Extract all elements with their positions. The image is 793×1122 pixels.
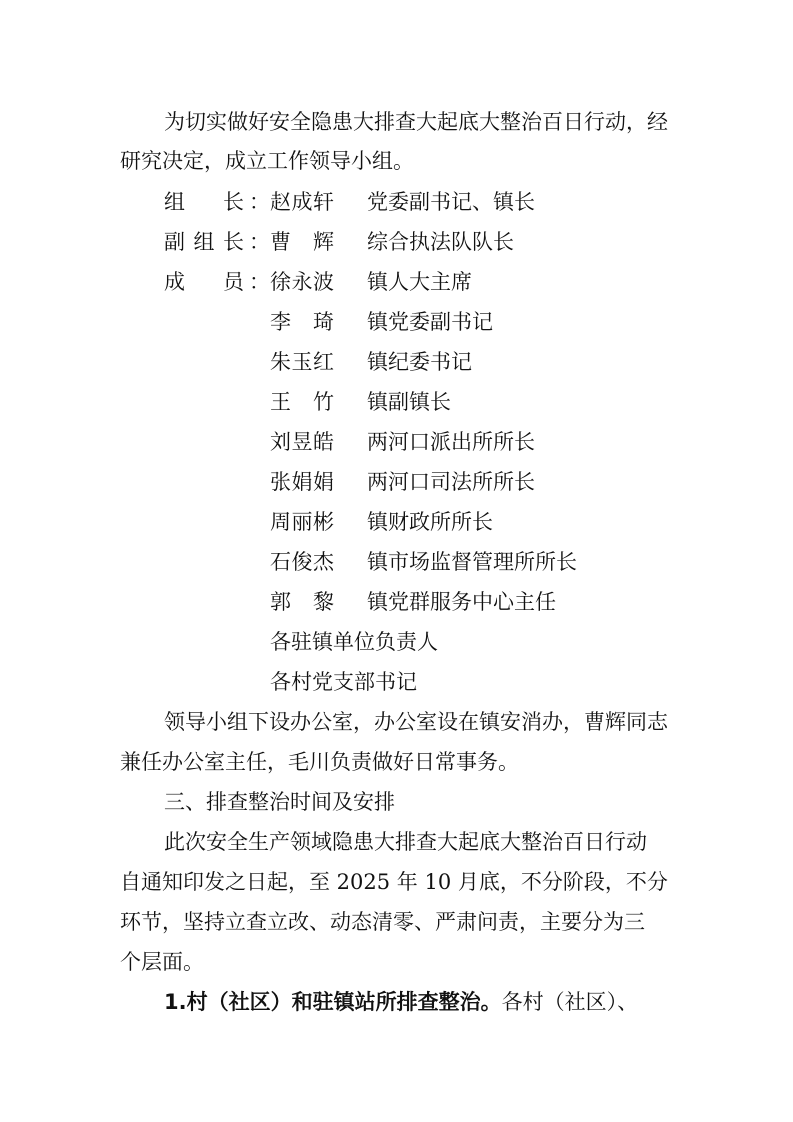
item-1-line — [0, 988, 793, 1016]
member-position: 镇市场监督管理所所长 — [367, 550, 577, 574]
member-position: 党委副书记、镇长 — [367, 190, 535, 214]
role-label: 组长 — [164, 190, 244, 214]
member-position: 镇党群服务中心主任 — [367, 590, 556, 614]
role-colon: ： — [249, 230, 270, 254]
member-name: 赵成轩 — [270, 190, 334, 214]
item-1-text: 各村（社区）、 — [501, 990, 639, 1014]
office-line-1: 领导小组下设办公室，办公室设在镇安消办，曹辉同志 — [164, 710, 668, 734]
section-para-line-4: 个层面。 — [120, 950, 204, 974]
member-group: 各驻镇单位负责人 — [270, 630, 438, 654]
member-group: 各村党支部书记 — [270, 670, 417, 694]
intro-line-1: 为切实做好安全隐患大排查大起底大整治百日行动，经 — [164, 110, 668, 134]
member-position: 镇财政所所长 — [367, 510, 493, 534]
member-name: 周丽彬 — [270, 510, 334, 534]
member-name: 徐永波 — [270, 270, 334, 294]
member-name: 李琦 — [270, 310, 334, 334]
intro-line-2: 研究决定，成立工作领导小组。 — [120, 149, 414, 173]
member-name: 张娟娟 — [270, 470, 334, 494]
member-position: 两河口派出所所长 — [367, 430, 535, 454]
member-position: 镇副镇长 — [367, 390, 451, 414]
role-colon: ： — [249, 270, 270, 294]
role-label: 副组长 — [164, 230, 244, 254]
member-name: 王竹 — [270, 390, 334, 414]
member-position: 镇人大主席 — [367, 270, 472, 294]
section-para-line-3: 环节，坚持立查立改、动态清零、严肃问责，主要分为三 — [120, 910, 645, 934]
section-para-line-1: 此次安全生产领域隐患大排查大起底大整治百日行动 — [164, 830, 647, 854]
member-position: 镇党委副书记 — [367, 310, 493, 334]
office-line-2: 兼任办公室主任，毛川负责做好日常事务。 — [120, 750, 519, 774]
member-position: 两河口司法所所长 — [367, 470, 535, 494]
section-heading: 三、排查整治时间及安排 — [164, 790, 395, 814]
role-colon: ： — [249, 190, 270, 214]
member-name: 曹辉 — [270, 230, 334, 254]
member-position: 综合执法队队长 — [367, 230, 514, 254]
member-name: 刘昱皓 — [270, 430, 334, 454]
role-label: 成员 — [164, 270, 244, 294]
member-name: 朱玉红 — [270, 350, 334, 374]
member-name: 石俊杰 — [270, 550, 334, 574]
member-name: 郭黎 — [270, 590, 334, 614]
member-position: 镇纪委书记 — [367, 350, 472, 374]
item-1-title: 1.村（社区）和驻镇站所排查整治。 — [164, 990, 502, 1014]
section-para-line-2: 自通知印发之日起，至 2025 年 10 月底，不分阶段，不分 — [120, 870, 668, 894]
